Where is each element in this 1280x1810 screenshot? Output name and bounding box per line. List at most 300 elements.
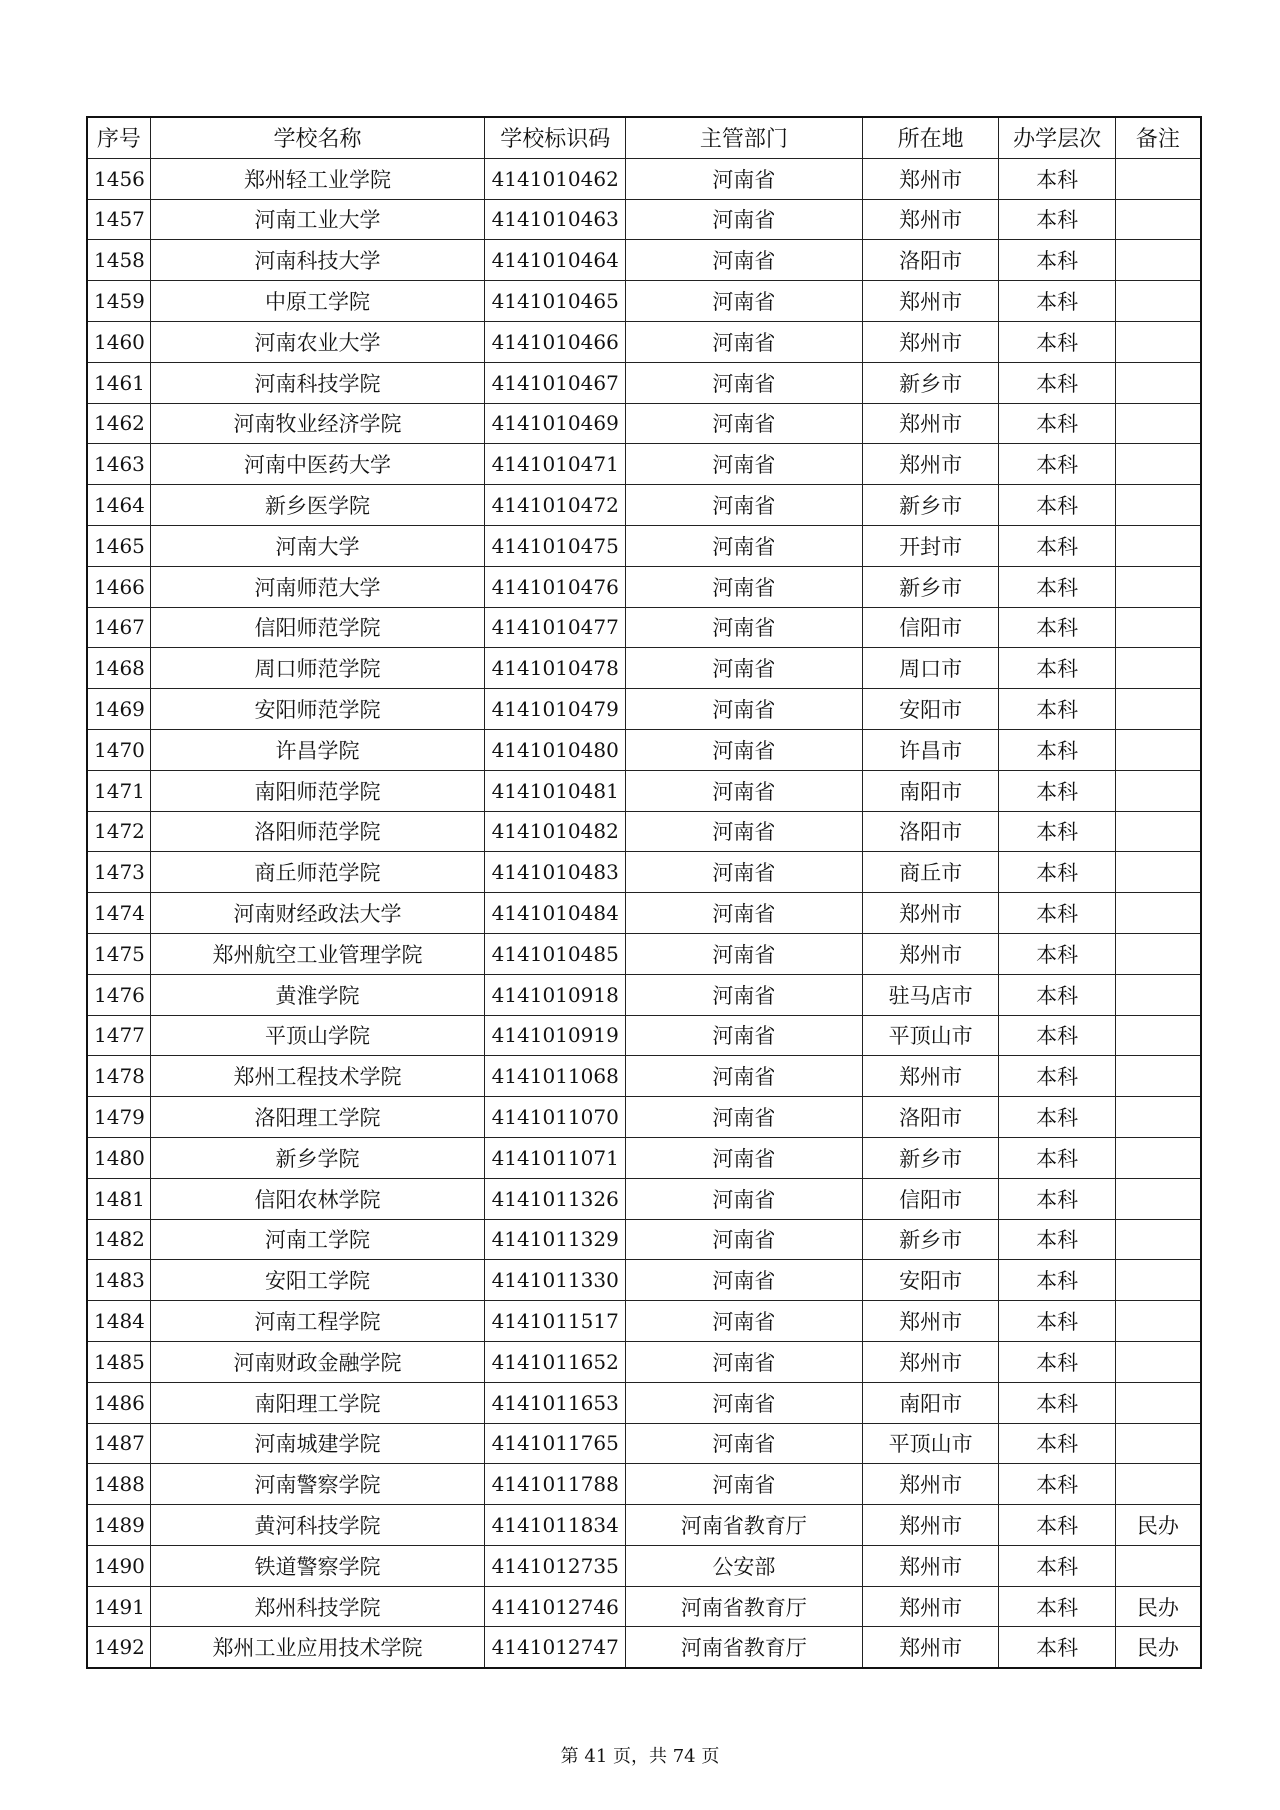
cell-school-code: 4141010464 <box>485 240 626 281</box>
cell-remarks <box>1115 852 1201 893</box>
cell-remarks <box>1115 1423 1201 1464</box>
cell-serial-no: 1488 <box>87 1464 150 1505</box>
cell-school-code: 4141010480 <box>485 729 626 770</box>
cell-location: 平顶山市 <box>862 1423 999 1464</box>
cell-school-code: 4141010471 <box>485 444 626 485</box>
header-row <box>87 117 1201 158</box>
cell-serial-no: 1466 <box>87 566 150 607</box>
cell-authority: 河南省 <box>626 485 863 526</box>
table-row <box>87 1097 1201 1138</box>
cell-remarks <box>1115 729 1201 770</box>
table-row <box>87 321 1201 362</box>
cell-location: 郑州市 <box>862 158 999 199</box>
cell-level: 本科 <box>999 362 1115 403</box>
cell-school-name: 铁道警察学院 <box>150 1545 485 1586</box>
cell-school-name: 周口师范学院 <box>150 648 485 689</box>
cell-remarks <box>1115 933 1201 974</box>
cell-remarks <box>1115 893 1201 934</box>
cell-serial-no: 1458 <box>87 240 150 281</box>
cell-remarks <box>1115 770 1201 811</box>
table-row <box>87 1423 1201 1464</box>
cell-school-code: 4141010476 <box>485 566 626 607</box>
cell-school-name: 商丘师范学院 <box>150 852 485 893</box>
cell-level: 本科 <box>999 566 1115 607</box>
cell-school-code: 4141010485 <box>485 933 626 974</box>
cell-level: 本科 <box>999 403 1115 444</box>
cell-authority: 河南省 <box>626 566 863 607</box>
table-row <box>87 403 1201 444</box>
cell-authority: 河南省 <box>626 811 863 852</box>
cell-level: 本科 <box>999 729 1115 770</box>
cell-level: 本科 <box>999 1219 1115 1260</box>
table-row <box>87 1301 1201 1342</box>
cell-level: 本科 <box>999 1382 1115 1423</box>
cell-serial-no: 1473 <box>87 852 150 893</box>
cell-school-name: 新乡医学院 <box>150 485 485 526</box>
cell-level: 本科 <box>999 1545 1115 1586</box>
cell-school-name: 信阳师范学院 <box>150 607 485 648</box>
cell-serial-no: 1487 <box>87 1423 150 1464</box>
cell-school-name: 河南财政金融学院 <box>150 1341 485 1382</box>
cell-remarks <box>1115 240 1201 281</box>
cell-location: 许昌市 <box>862 729 999 770</box>
cell-school-code: 4141010918 <box>485 974 626 1015</box>
cell-authority: 河南省 <box>626 1056 863 1097</box>
table-row <box>87 1627 1201 1668</box>
cell-school-name: 河南牧业经济学院 <box>150 403 485 444</box>
cell-serial-no: 1465 <box>87 525 150 566</box>
cell-level: 本科 <box>999 648 1115 689</box>
cell-location: 信阳市 <box>862 607 999 648</box>
cell-school-code: 4141010467 <box>485 362 626 403</box>
cell-level: 本科 <box>999 158 1115 199</box>
cell-location: 郑州市 <box>862 1545 999 1586</box>
cell-remarks <box>1115 1464 1201 1505</box>
table-row <box>87 1015 1201 1056</box>
cell-school-code: 4141011653 <box>485 1382 626 1423</box>
cell-location: 平顶山市 <box>862 1015 999 1056</box>
table-row <box>87 240 1201 281</box>
cell-authority: 河南省 <box>626 933 863 974</box>
cell-school-code: 4141010481 <box>485 770 626 811</box>
cell-school-code: 4141011326 <box>485 1178 626 1219</box>
table-row <box>87 485 1201 526</box>
cell-authority: 河南省 <box>626 1260 863 1301</box>
table-row <box>87 607 1201 648</box>
cell-level: 本科 <box>999 485 1115 526</box>
header-school-name: 学校名称 <box>150 117 485 158</box>
cell-level: 本科 <box>999 1586 1115 1627</box>
cell-remarks <box>1115 485 1201 526</box>
cell-school-code: 4141011068 <box>485 1056 626 1097</box>
cell-level: 本科 <box>999 852 1115 893</box>
header-school-code: 学校标识码 <box>485 117 626 158</box>
cell-location: 郑州市 <box>862 1056 999 1097</box>
cell-school-name: 郑州科技学院 <box>150 1586 485 1627</box>
cell-authority: 河南省 <box>626 648 863 689</box>
cell-level: 本科 <box>999 893 1115 934</box>
cell-location: 郑州市 <box>862 199 999 240</box>
table-row <box>87 1586 1201 1627</box>
cell-school-code: 4141010463 <box>485 199 626 240</box>
cell-location: 郑州市 <box>862 1464 999 1505</box>
cell-location: 新乡市 <box>862 362 999 403</box>
cell-serial-no: 1469 <box>87 689 150 730</box>
cell-level: 本科 <box>999 240 1115 281</box>
cell-remarks <box>1115 1097 1201 1138</box>
cell-location: 驻马店市 <box>862 974 999 1015</box>
cell-school-name: 河南师范大学 <box>150 566 485 607</box>
cell-school-code: 4141010469 <box>485 403 626 444</box>
table-row <box>87 811 1201 852</box>
cell-school-name: 郑州工业应用技术学院 <box>150 1627 485 1668</box>
cell-authority: 河南省 <box>626 1097 863 1138</box>
cell-school-code: 4141010477 <box>485 607 626 648</box>
cell-level: 本科 <box>999 689 1115 730</box>
table-row <box>87 729 1201 770</box>
cell-level: 本科 <box>999 321 1115 362</box>
cell-level: 本科 <box>999 1056 1115 1097</box>
cell-remarks <box>1115 1015 1201 1056</box>
cell-school-name: 河南工程学院 <box>150 1301 485 1342</box>
cell-school-code: 4141011652 <box>485 1341 626 1382</box>
cell-serial-no: 1482 <box>87 1219 150 1260</box>
cell-level: 本科 <box>999 1627 1115 1668</box>
cell-remarks <box>1115 1382 1201 1423</box>
cell-serial-no: 1460 <box>87 321 150 362</box>
table-row <box>87 852 1201 893</box>
cell-serial-no: 1478 <box>87 1056 150 1097</box>
cell-authority: 河南省教育厅 <box>626 1586 863 1627</box>
table-header <box>87 117 1201 158</box>
cell-level: 本科 <box>999 1097 1115 1138</box>
cell-school-name: 黄河科技学院 <box>150 1505 485 1546</box>
header-remarks: 备注 <box>1115 117 1201 158</box>
cell-remarks <box>1115 1341 1201 1382</box>
cell-school-name: 洛阳师范学院 <box>150 811 485 852</box>
cell-remarks: 民办 <box>1115 1505 1201 1546</box>
cell-school-code: 4141011788 <box>485 1464 626 1505</box>
cell-level: 本科 <box>999 281 1115 322</box>
cell-school-code: 4141010484 <box>485 893 626 934</box>
cell-location: 郑州市 <box>862 1341 999 1382</box>
cell-serial-no: 1490 <box>87 1545 150 1586</box>
cell-level: 本科 <box>999 199 1115 240</box>
cell-serial-no: 1461 <box>87 362 150 403</box>
cell-school-code: 4141010919 <box>485 1015 626 1056</box>
cell-authority: 河南省 <box>626 199 863 240</box>
table-row <box>87 1260 1201 1301</box>
cell-serial-no: 1477 <box>87 1015 150 1056</box>
cell-authority: 河南省 <box>626 444 863 485</box>
cell-authority: 河南省 <box>626 321 863 362</box>
cell-school-code: 4141010465 <box>485 281 626 322</box>
cell-remarks <box>1115 403 1201 444</box>
cell-school-code: 4141011071 <box>485 1137 626 1178</box>
cell-level: 本科 <box>999 525 1115 566</box>
cell-location: 郑州市 <box>862 1586 999 1627</box>
cell-remarks <box>1115 362 1201 403</box>
table-row <box>87 933 1201 974</box>
cell-authority: 公安部 <box>626 1545 863 1586</box>
table-body <box>87 158 1201 1668</box>
school-list-table-container <box>86 116 1202 1669</box>
cell-school-name: 平顶山学院 <box>150 1015 485 1056</box>
cell-serial-no: 1468 <box>87 648 150 689</box>
table-row <box>87 281 1201 322</box>
cell-authority: 河南省 <box>626 1301 863 1342</box>
school-list-table <box>86 116 1202 1669</box>
cell-level: 本科 <box>999 1423 1115 1464</box>
cell-remarks <box>1115 1056 1201 1097</box>
cell-school-code: 4141011070 <box>485 1097 626 1138</box>
table-row <box>87 1056 1201 1097</box>
cell-location: 新乡市 <box>862 1137 999 1178</box>
cell-school-code: 4141010483 <box>485 852 626 893</box>
cell-remarks <box>1115 607 1201 648</box>
cell-school-code: 4141010478 <box>485 648 626 689</box>
cell-location: 洛阳市 <box>862 811 999 852</box>
cell-school-name: 河南城建学院 <box>150 1423 485 1464</box>
cell-remarks <box>1115 199 1201 240</box>
cell-serial-no: 1457 <box>87 199 150 240</box>
cell-serial-no: 1464 <box>87 485 150 526</box>
cell-level: 本科 <box>999 1015 1115 1056</box>
cell-remarks <box>1115 1260 1201 1301</box>
cell-school-name: 河南工学院 <box>150 1219 485 1260</box>
cell-remarks <box>1115 1178 1201 1219</box>
table-row <box>87 1137 1201 1178</box>
cell-school-name: 郑州工程技术学院 <box>150 1056 485 1097</box>
cell-level: 本科 <box>999 811 1115 852</box>
table-row <box>87 1219 1201 1260</box>
cell-authority: 河南省教育厅 <box>626 1627 863 1668</box>
cell-authority: 河南省 <box>626 770 863 811</box>
cell-location: 南阳市 <box>862 770 999 811</box>
page-footer: 第 41 页，共 74 页 <box>560 1746 720 1767</box>
cell-serial-no: 1489 <box>87 1505 150 1546</box>
cell-level: 本科 <box>999 444 1115 485</box>
table-row <box>87 158 1201 199</box>
header-serial-no: 序号 <box>87 117 150 158</box>
cell-authority: 河南省 <box>626 1219 863 1260</box>
cell-location: 新乡市 <box>862 566 999 607</box>
cell-location: 信阳市 <box>862 1178 999 1219</box>
cell-authority: 河南省 <box>626 1464 863 1505</box>
cell-serial-no: 1491 <box>87 1586 150 1627</box>
cell-school-name: 南阳师范学院 <box>150 770 485 811</box>
cell-location: 南阳市 <box>862 1382 999 1423</box>
table-row <box>87 1382 1201 1423</box>
cell-school-code: 4141010466 <box>485 321 626 362</box>
cell-serial-no: 1463 <box>87 444 150 485</box>
cell-school-code: 4141012735 <box>485 1545 626 1586</box>
cell-location: 安阳市 <box>862 1260 999 1301</box>
header-authority: 主管部门 <box>626 117 863 158</box>
cell-authority: 河南省 <box>626 852 863 893</box>
cell-school-name: 郑州轻工业学院 <box>150 158 485 199</box>
cell-level: 本科 <box>999 1464 1115 1505</box>
cell-serial-no: 1486 <box>87 1382 150 1423</box>
cell-school-name: 河南农业大学 <box>150 321 485 362</box>
table-row <box>87 1178 1201 1219</box>
cell-school-name: 黄淮学院 <box>150 974 485 1015</box>
cell-school-name: 河南科技学院 <box>150 362 485 403</box>
cell-authority: 河南省 <box>626 1015 863 1056</box>
cell-school-name: 洛阳理工学院 <box>150 1097 485 1138</box>
table-row <box>87 1505 1201 1546</box>
header-level: 办学层次 <box>999 117 1115 158</box>
cell-level: 本科 <box>999 1301 1115 1342</box>
cell-serial-no: 1483 <box>87 1260 150 1301</box>
cell-school-name: 中原工学院 <box>150 281 485 322</box>
cell-location: 新乡市 <box>862 485 999 526</box>
cell-authority: 河南省 <box>626 362 863 403</box>
cell-level: 本科 <box>999 1137 1115 1178</box>
cell-location: 郑州市 <box>862 403 999 444</box>
cell-remarks <box>1115 158 1201 199</box>
cell-remarks <box>1115 321 1201 362</box>
cell-location: 开封市 <box>862 525 999 566</box>
cell-level: 本科 <box>999 607 1115 648</box>
cell-school-code: 4141011765 <box>485 1423 626 1464</box>
cell-remarks <box>1115 566 1201 607</box>
cell-serial-no: 1474 <box>87 893 150 934</box>
cell-school-name: 河南警察学院 <box>150 1464 485 1505</box>
cell-location: 周口市 <box>862 648 999 689</box>
cell-school-name: 信阳农林学院 <box>150 1178 485 1219</box>
cell-remarks <box>1115 1137 1201 1178</box>
cell-school-name: 河南大学 <box>150 525 485 566</box>
cell-authority: 河南省 <box>626 1137 863 1178</box>
cell-serial-no: 1456 <box>87 158 150 199</box>
table-row <box>87 974 1201 1015</box>
cell-school-code: 4141011834 <box>485 1505 626 1546</box>
cell-serial-no: 1481 <box>87 1178 150 1219</box>
cell-authority: 河南省教育厅 <box>626 1505 863 1546</box>
cell-serial-no: 1462 <box>87 403 150 444</box>
cell-school-name: 河南中医药大学 <box>150 444 485 485</box>
cell-level: 本科 <box>999 974 1115 1015</box>
cell-remarks <box>1115 689 1201 730</box>
table-row <box>87 525 1201 566</box>
cell-location: 郑州市 <box>862 281 999 322</box>
cell-level: 本科 <box>999 1505 1115 1546</box>
cell-location: 郑州市 <box>862 933 999 974</box>
cell-school-code: 4141011517 <box>485 1301 626 1342</box>
cell-school-code: 4141010482 <box>485 811 626 852</box>
cell-serial-no: 1467 <box>87 607 150 648</box>
cell-school-name: 河南财经政法大学 <box>150 893 485 934</box>
table-row <box>87 199 1201 240</box>
cell-school-name: 新乡学院 <box>150 1137 485 1178</box>
cell-school-code: 4141010479 <box>485 689 626 730</box>
cell-location: 郑州市 <box>862 1301 999 1342</box>
cell-school-code: 4141010462 <box>485 158 626 199</box>
cell-level: 本科 <box>999 1341 1115 1382</box>
cell-serial-no: 1472 <box>87 811 150 852</box>
cell-school-name: 河南科技大学 <box>150 240 485 281</box>
cell-location: 商丘市 <box>862 852 999 893</box>
cell-school-code: 4141011330 <box>485 1260 626 1301</box>
cell-school-name: 南阳理工学院 <box>150 1382 485 1423</box>
cell-location: 安阳市 <box>862 689 999 730</box>
cell-authority: 河南省 <box>626 689 863 730</box>
table-row <box>87 362 1201 403</box>
cell-school-code: 4141010472 <box>485 485 626 526</box>
cell-remarks <box>1115 1545 1201 1586</box>
table-row <box>87 566 1201 607</box>
cell-authority: 河南省 <box>626 1423 863 1464</box>
cell-serial-no: 1475 <box>87 933 150 974</box>
table-row <box>87 648 1201 689</box>
cell-serial-no: 1485 <box>87 1341 150 1382</box>
cell-remarks <box>1115 811 1201 852</box>
cell-authority: 河南省 <box>626 1341 863 1382</box>
cell-school-code: 4141012746 <box>485 1586 626 1627</box>
cell-authority: 河南省 <box>626 729 863 770</box>
cell-serial-no: 1471 <box>87 770 150 811</box>
cell-remarks <box>1115 974 1201 1015</box>
cell-school-name: 安阳师范学院 <box>150 689 485 730</box>
cell-location: 郑州市 <box>862 321 999 362</box>
cell-serial-no: 1470 <box>87 729 150 770</box>
table-row <box>87 770 1201 811</box>
cell-school-name: 安阳工学院 <box>150 1260 485 1301</box>
table-row <box>87 1464 1201 1505</box>
cell-location: 洛阳市 <box>862 1097 999 1138</box>
cell-authority: 河南省 <box>626 403 863 444</box>
cell-level: 本科 <box>999 1178 1115 1219</box>
cell-authority: 河南省 <box>626 158 863 199</box>
cell-serial-no: 1479 <box>87 1097 150 1138</box>
table-row <box>87 444 1201 485</box>
cell-serial-no: 1492 <box>87 1627 150 1668</box>
cell-remarks <box>1115 525 1201 566</box>
cell-location: 郑州市 <box>862 893 999 934</box>
cell-location: 郑州市 <box>862 444 999 485</box>
cell-authority: 河南省 <box>626 1178 863 1219</box>
table-row <box>87 1341 1201 1382</box>
cell-location: 郑州市 <box>862 1505 999 1546</box>
cell-authority: 河南省 <box>626 525 863 566</box>
cell-location: 新乡市 <box>862 1219 999 1260</box>
cell-school-name: 郑州航空工业管理学院 <box>150 933 485 974</box>
cell-school-code: 4141010475 <box>485 525 626 566</box>
cell-remarks <box>1115 281 1201 322</box>
cell-authority: 河南省 <box>626 974 863 1015</box>
header-location: 所在地 <box>862 117 999 158</box>
table-row <box>87 1545 1201 1586</box>
cell-serial-no: 1476 <box>87 974 150 1015</box>
cell-authority: 河南省 <box>626 893 863 934</box>
cell-remarks <box>1115 1219 1201 1260</box>
table-row <box>87 893 1201 934</box>
cell-remarks <box>1115 444 1201 485</box>
cell-remarks: 民办 <box>1115 1627 1201 1668</box>
cell-school-code: 4141011329 <box>485 1219 626 1260</box>
cell-remarks <box>1115 648 1201 689</box>
cell-remarks <box>1115 1301 1201 1342</box>
cell-school-name: 许昌学院 <box>150 729 485 770</box>
cell-level: 本科 <box>999 933 1115 974</box>
cell-school-name: 河南工业大学 <box>150 199 485 240</box>
cell-serial-no: 1484 <box>87 1301 150 1342</box>
table-row <box>87 689 1201 730</box>
cell-authority: 河南省 <box>626 607 863 648</box>
cell-authority: 河南省 <box>626 240 863 281</box>
cell-location: 洛阳市 <box>862 240 999 281</box>
